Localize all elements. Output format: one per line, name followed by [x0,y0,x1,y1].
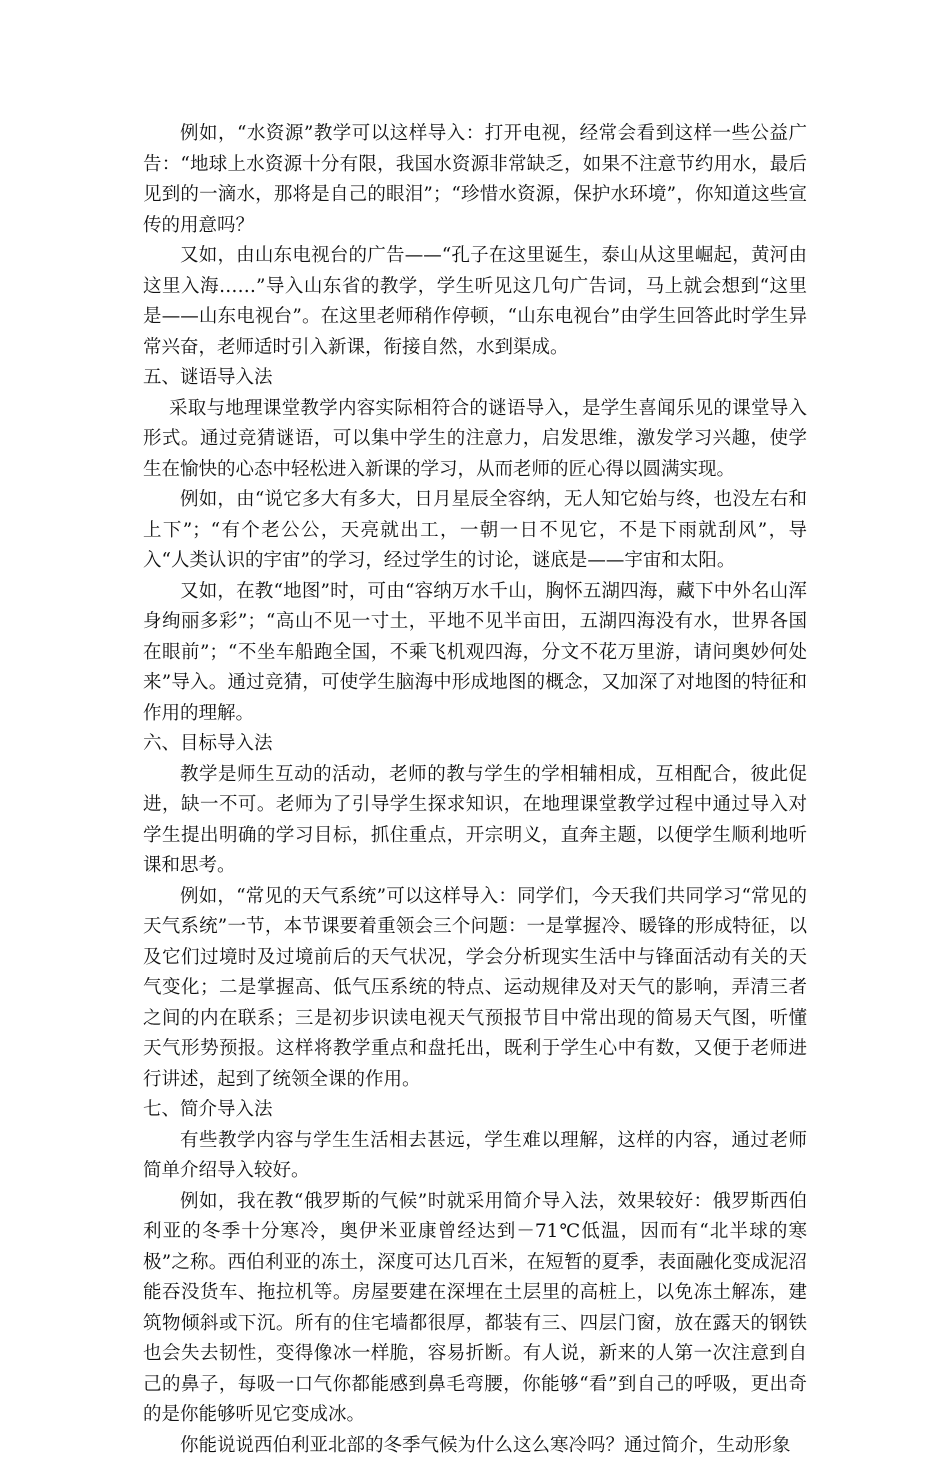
paragraph-water-resources-example: 例如，“水资源”教学可以这样导入：打开电视，经常会看到这样一些公益广告：“地球上水资源十分有限，我国水资源非常缺乏，如果不注意节约用水，最后见到的一滴水，那将是自己的眼泪”；“珍惜水资源，保护水环境”，你知道这些宣传的用意吗？ [143,119,807,241]
paragraph-riddle-intro: 采取与地理课堂教学内容实际相符合的谜语导入，是学生喜闻乐见的课堂导入形式。通过竞猜谜语，可以集中学生的注意力，启发思维，激发学习兴趣，使学生在愉快的心态中轻松进入新课的学习，从而老师的匠心得以圆满实现。 [143,394,807,486]
paragraph-universe-riddle-example: 例如，由“说它多大有多大，日月星辰全容纳，无人知它始与终，也没左右和上下”；“有个老公公，天亮就出工，一朝一日不见它，不是下雨就刮风”，导入“人类认识的宇宙”的学习，经过学生的讨论，谜底是——宇宙和太阳。 [143,485,807,577]
section-heading-riddle-method: 五、谜语导入法 [143,363,807,394]
paragraph-goal-intro: 教学是师生互动的活动，老师的教与学生的学相辅相成，互相配合，彼此促进，缺一不可。老师为了引导学生探求知识，在地理课堂教学过程中通过导入对学生提出明确的学习目标，抓住重点，开宗明义，直奔主题，以便学生顺利地听课和思考。 [143,760,807,882]
paragraph-siberia-question: 你能说说西伯利亚北部的冬季气候为什么这么寒冷吗？通过简介，生动形象 [143,1431,807,1461]
section-heading-brief-method: 七、简介导入法 [143,1095,807,1126]
paragraph-map-riddle-example: 又如，在教“地图”时，可由“容纳万水千山，胸怀五湖四海，藏下中外名山浑身绚丽多彩”；“高山不见一寸土，平地不见半亩田，五湖四海没有水，世界各国在眼前”；“不坐车船跑全国，不乘飞机观四海，分文不花万里游，请问奥妙何处来”导入。通过竞猜，可使学生脑海中形成地图的概念，又加深了对地图的特征和作用的理解。 [143,577,807,730]
paragraph-shandong-tv-example: 又如，由山东电视台的广告——“孔子在这里诞生，泰山从这里崛起，黄河由这里入海……”导入山东省的教学，学生听见这几句广告词，马上就会想到“这里是——山东电视台”。在这里老师稍作停顿，“山东电视台”由学生回答此时学生异常兴奋，老师适时引入新课，衔接自然，水到渠成。 [143,241,807,363]
paragraph-brief-intro: 有些教学内容与学生生活相去甚远，学生难以理解，这样的内容，通过老师简单介绍导入较好。 [143,1126,807,1187]
paragraph-russia-climate-example: 例如，我在教“俄罗斯的气候”时就采用简介导入法，效果较好：俄罗斯西伯利亚的冬季十分寒冷，奥伊米亚康曾经达到－71℃低温，因而有“北半球的寒极”之称。西伯利亚的冻土，深度可达几百米，在短暂的夏季，表面融化变成泥沼能吞没货车、拖拉机等。房屋要建在深埋在土层里的高桩上，以免冻土解冻，建筑物倾斜或下沉。所有的住宅墙都很厚，都装有三、四层门窗，放在露天的钢铁也会失去韧性，变得像冰一样脆，容易折断。有人说，新来的人第一次注意到自己的鼻子，每吸一口气你都能感到鼻毛弯腰，你能够“看”到自己的呼吸，更出奇的是你能够听见它变成冰。 [143,1187,807,1431]
document-body [143,119,807,1461]
section-heading-goal-method: 六、目标导入法 [143,729,807,760]
paragraph-weather-system-example: 例如，“常见的天气系统”可以这样导入：同学们，今天我们共同学习“常见的天气系统”一节，本节课要着重领会三个问题：一是掌握冷、暖锋的形成特征，以及它们过境时及过境前后的天气状况，学会分析现实生活中与锋面活动有关的天气变化；二是掌握高、低气压系统的特点、运动规律及对天气的影响，弄清三者之间的内在联系；三是初步识读电视天气预报节目中常出现的简易天气图，听懂天气形势预报。这样将教学重点和盘托出，既利于学生心中有数，又便于老师进行讲述，起到了统领全课的作用。 [143,882,807,1096]
